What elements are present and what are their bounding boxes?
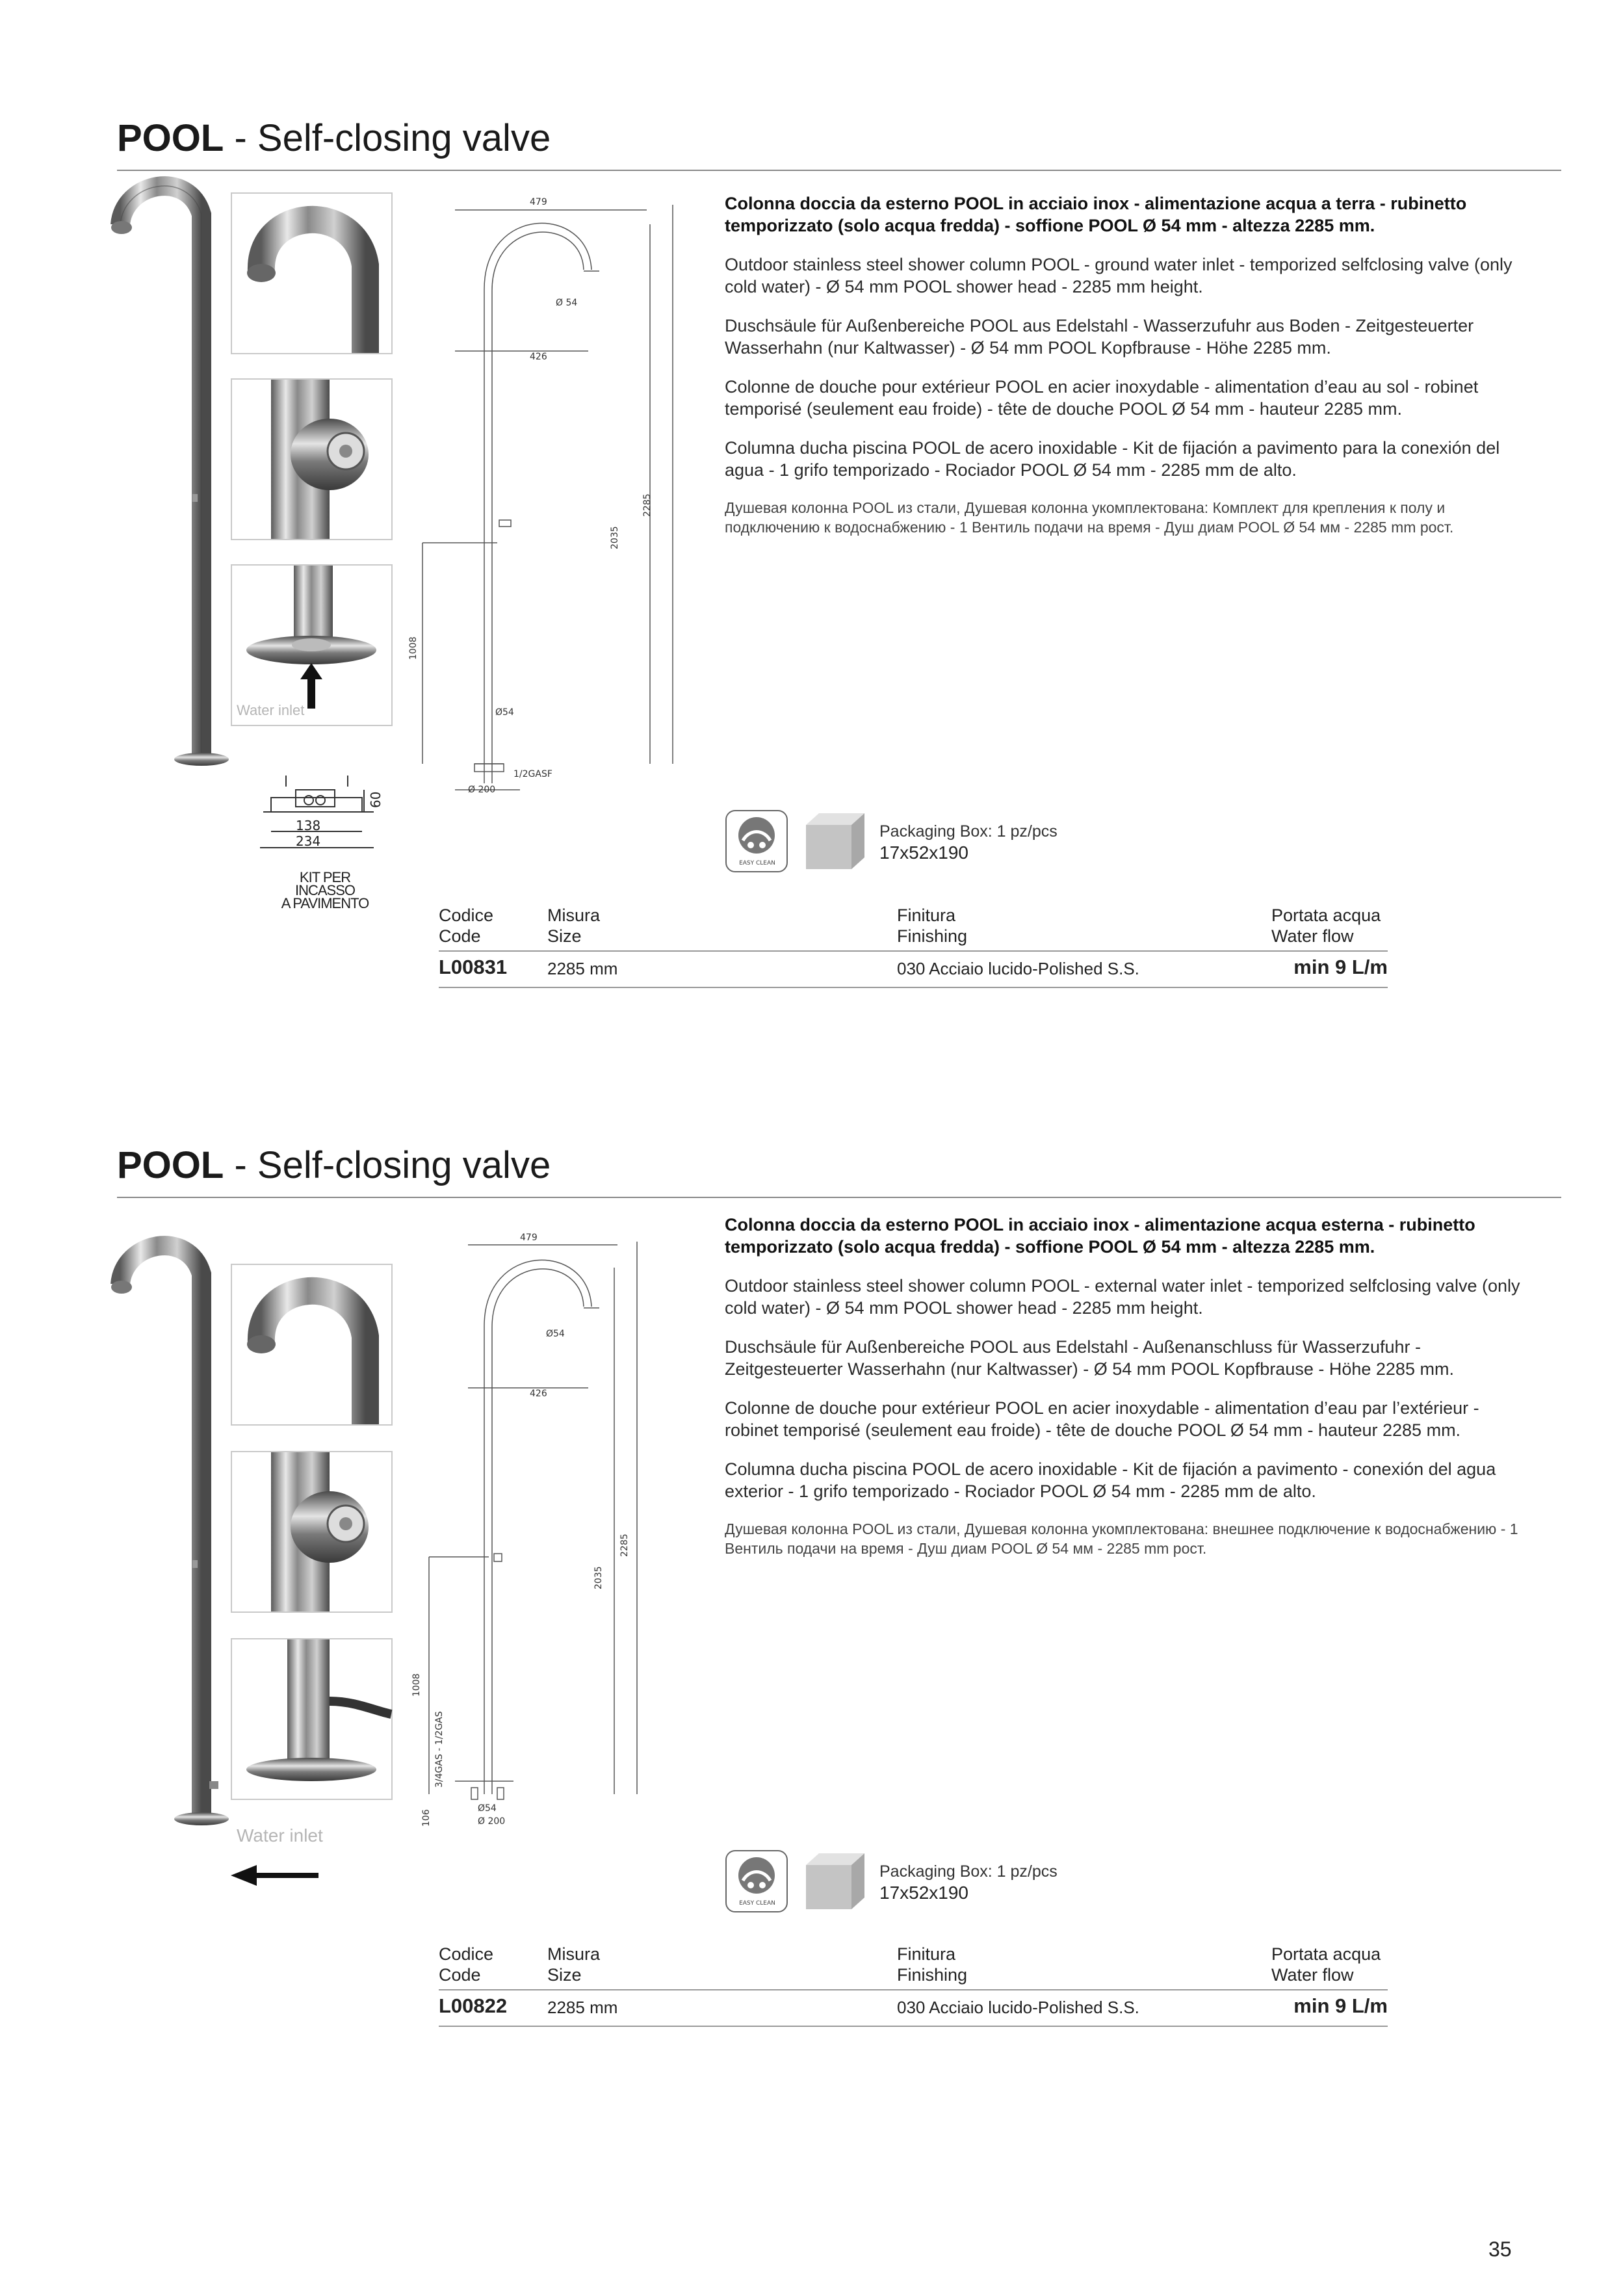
dim-106: 106 bbox=[421, 1809, 432, 1827]
shower-head-thumbnail bbox=[231, 1264, 393, 1426]
kit-dim-60: 60 bbox=[368, 791, 383, 808]
dim-2035: 2035 bbox=[610, 526, 620, 549]
kit-label: KIT PER INCASSO A PAVIMENTO bbox=[281, 869, 369, 911]
dim-2285: 2285 bbox=[619, 1533, 630, 1557]
dim-54-bottom: Ø54 bbox=[478, 1803, 497, 1814]
dim-200: Ø 200 bbox=[468, 785, 496, 795]
title-rule bbox=[117, 1197, 1561, 1198]
desc-ru: Душевая колонна POOL из стали, Душевая колонна укомплектована: внешнее подключение к водоснабжению - 1 Вентиль подачи на время - Душ диам POOL Ø 54 мм - 2285 mm рост. bbox=[725, 1520, 1518, 1557]
arrow-left-icon bbox=[231, 1862, 322, 1888]
dim-1008: 1008 bbox=[411, 1673, 422, 1697]
technical-drawing bbox=[408, 192, 689, 816]
desc-de: Duschsäule für Außenbereiche POOL aus Edelstahl - Wasserzufuhr aus Boden - Zeitgesteuerter Wasserhahn (nur Kaltwasser) - Ø 54 mm POOL Kopfbrause - Höhe 2285 mm. bbox=[725, 316, 1474, 358]
dim-479: 479 bbox=[520, 1233, 538, 1243]
desc-en: Outdoor stainless steel shower column POOL - external water inlet - temporized selfclosing valve (only cold water) - Ø 54 mm POOL shower head - 2285 mm height. bbox=[725, 1276, 1520, 1318]
dim-426: 426 bbox=[530, 1389, 547, 1399]
shower-column-photo bbox=[110, 176, 240, 787]
title-rule bbox=[117, 170, 1561, 171]
dim-1008: 1008 bbox=[408, 636, 419, 660]
dim-gas: 1/2GASF bbox=[513, 769, 552, 779]
kit-dim-234: 234 bbox=[296, 833, 321, 849]
product-code: L00831 bbox=[439, 956, 508, 978]
desc-de: Duschsäule für Außenbereiche POOL aus Edelstahl - Außenanschluss für Wasserzufuhr - Zeitgesteuerter Wasserhahn (nur Kaltwasser) - Ø 54 mm POOL Kopfbrause - Höhe 2285 mm. bbox=[725, 1337, 1454, 1379]
product-size: 2285 mm bbox=[547, 959, 618, 978]
section-title: POOL - Self-closing valve bbox=[117, 1144, 551, 1186]
product-finish: 030 Acciaio lucido-Polished S.S. bbox=[897, 959, 1139, 978]
packaging-info bbox=[725, 809, 1245, 874]
shower-head-thumbnail bbox=[231, 192, 393, 354]
product-flow: min 9 L/m bbox=[1293, 956, 1388, 978]
packaging-line2: 17x52x190 bbox=[879, 842, 969, 863]
dim-2035: 2035 bbox=[593, 1566, 604, 1589]
table-divider bbox=[439, 1989, 1388, 1990]
col-finitura: Finitura Finishing bbox=[897, 1944, 968, 1985]
desc-ru: Душевая колонна POOL из стали, Душевая колонна укомплектована: Комплект для крепления к полу и подключению к водоснабжению - 1 Вентиль подачи на время - Душ диам POOL Ø 54 мм - 2285 mm рост. bbox=[725, 499, 1454, 536]
dim-200: Ø 200 bbox=[478, 1816, 506, 1827]
section-title: POOL - Self-closing valve bbox=[117, 117, 551, 159]
col-misura: Misura Size bbox=[547, 1944, 601, 1985]
kit-dim-138: 138 bbox=[296, 818, 321, 833]
dim-426: 426 bbox=[530, 352, 547, 362]
col-portata: Portata acqua Water flow bbox=[1271, 906, 1381, 946]
table-divider bbox=[439, 950, 1388, 952]
dim-2285: 2285 bbox=[642, 493, 653, 517]
col-codice: Codice Code bbox=[439, 906, 494, 946]
product-size: 2285 mm bbox=[547, 1998, 618, 2017]
dim-54-top: Ø 54 bbox=[556, 298, 578, 308]
page-number: 35 bbox=[1488, 2237, 1512, 2261]
packaging-line1: Packaging Box: 1 pz/pcs bbox=[879, 1862, 1058, 1881]
desc-fr: Colonne de douche pour extérieur POOL en acier inoxydable - alimentation d’eau au sol - robinet temporisé (seulement eau froide) - tête de douche POOL Ø 54 mm - hauteur 2285 mm. bbox=[725, 377, 1479, 419]
easy-clean-text: EASY CLEAN bbox=[739, 1900, 775, 1907]
desc-fr: Colonne de douche pour extérieur POOL en acier inoxydable - alimentation d’eau par l’extérieur - robinet temporisé (seulement eau froide) - tête de douche POOL Ø 54 mm - hauteur 2285 mm. bbox=[725, 1398, 1479, 1440]
dim-54-bottom: Ø54 bbox=[495, 707, 514, 718]
desc-it: Colonna doccia da esterno POOL in acciaio inox - alimentazione acqua a terra - rubinetto temporizzato (solo acqua fredda) - soffione POOL Ø 54 mm - altezza 2285 mm. bbox=[725, 194, 1467, 235]
packaging-line2: 17x52x190 bbox=[879, 1883, 969, 1903]
shower-column-photo bbox=[110, 1235, 240, 1846]
product-section-2 bbox=[0, 1027, 1623, 2054]
product-flow: min 9 L/m bbox=[1293, 1994, 1388, 2017]
desc-it: Colonna doccia da esterno POOL in acciaio inox - alimentazione acqua esterna - rubinetto temporizzato (solo acqua fredda) - soffione POOL Ø 54 mm - altezza 2285 mm. bbox=[725, 1215, 1475, 1257]
easy-clean-text: EASY CLEAN bbox=[739, 860, 775, 867]
table-bottom-rule bbox=[439, 987, 1388, 988]
packaging-box-icon bbox=[806, 813, 864, 869]
col-codice: Codice Code bbox=[439, 1944, 494, 1985]
valve-thumbnail bbox=[231, 378, 393, 540]
desc-es: Columna ducha piscina POOL de acero inoxidable - Kit de fijación a pavimento para la conexión del agua - 1 grifo temporizado - Rociador POOL Ø 54 mm - 2285 mm de alto. bbox=[725, 438, 1500, 480]
technical-drawing bbox=[411, 1229, 689, 1853]
water-inlet-label: Water inlet bbox=[237, 702, 305, 718]
packaging-info bbox=[725, 1849, 1245, 1914]
desc-es: Columna ducha piscina POOL de acero inoxidable - Kit de fijación a pavimento - conexión del agua exterior - 1 grifo temporizado - Rociador POOL Ø 54 mm - 2285 mm de alto. bbox=[725, 1459, 1496, 1501]
product-finish: 030 Acciaio lucido-Polished S.S. bbox=[897, 1998, 1139, 2017]
table-bottom-rule bbox=[439, 2026, 1388, 2027]
col-misura: Misura Size bbox=[547, 906, 601, 946]
col-portata: Portata acqua Water flow bbox=[1271, 1944, 1381, 1985]
product-section-1 bbox=[0, 0, 1623, 1027]
hose-connection-thumbnail bbox=[231, 1638, 393, 1800]
valve-thumbnail bbox=[231, 1451, 393, 1613]
packaging-box-icon bbox=[806, 1853, 864, 1909]
desc-en: Outdoor stainless steel shower column POOL - ground water inlet - temporized selfclosing valve (only cold water) - Ø 54 mm POOL shower head - 2285 mm height. bbox=[725, 255, 1513, 296]
dim-54-top: Ø54 bbox=[546, 1329, 565, 1339]
col-finitura: Finitura Finishing bbox=[897, 906, 968, 946]
dim-479: 479 bbox=[530, 197, 547, 207]
product-code: L00822 bbox=[439, 1994, 508, 2017]
description-block bbox=[725, 1214, 1534, 1575]
description-block bbox=[725, 192, 1534, 554]
packaging-line1: Packaging Box: 1 pz/pcs bbox=[879, 822, 1058, 841]
dim-gas: 3/4GAS - 1/2GAS bbox=[434, 1711, 445, 1788]
water-inlet-label: Water inlet bbox=[237, 1825, 323, 1846]
